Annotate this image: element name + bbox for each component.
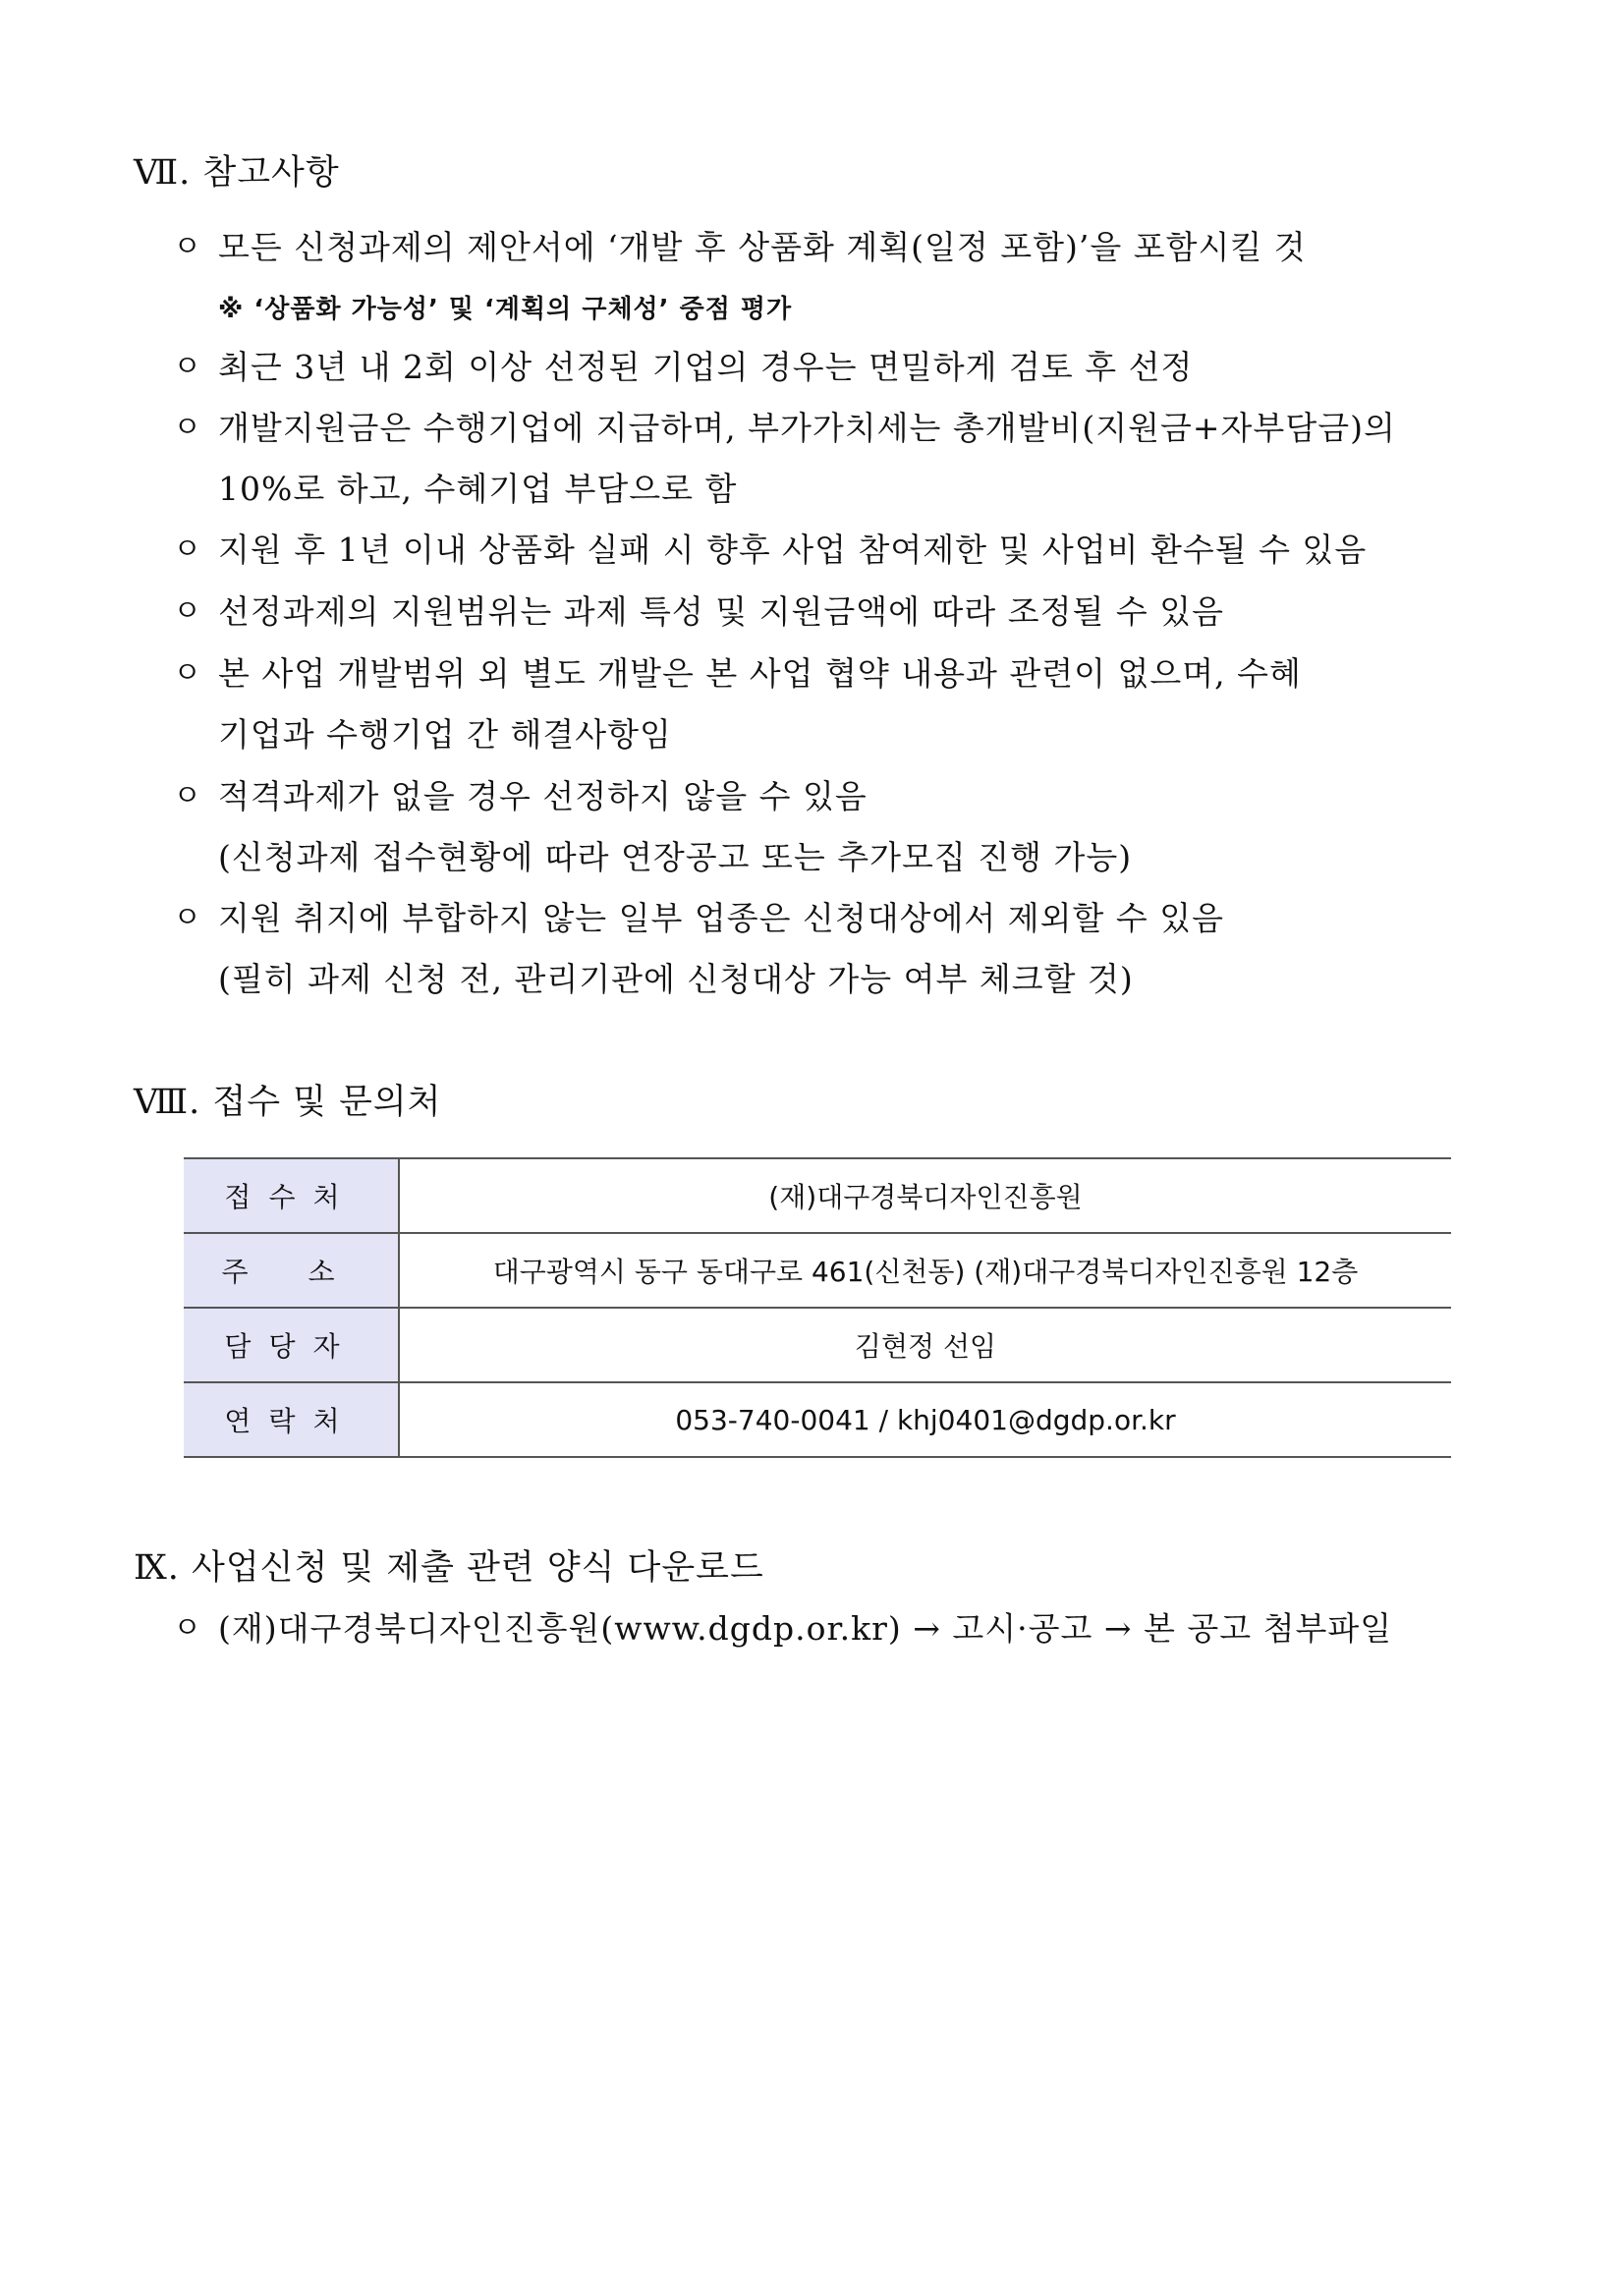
list-item-text: 개발지원금은 수행기업에 지급하며, 부가가치세는 총개발비(지원금+자부담금)의: [218, 409, 1396, 447]
section-title-download: Ⅸ. 사업신청 및 제출 관련 양식 다운로드: [134, 1548, 764, 1588]
list-item-text: 지원 취지에 부합하지 않는 일부 업종은 신청대상에서 제외할 수 있음: [218, 899, 1224, 937]
list-item-text: 선정과제의 지원범위는 과제 특성 및 지원금액에 따라 조정될 수 있음: [218, 592, 1224, 631]
list-item-text: 모든 신청과제의 제안서에 ‘개발 후 상품화 계획(일정 포함)’을 포함시킬 것: [218, 228, 1307, 266]
table-row: [184, 1158, 1451, 1233]
list-item-continuation: 기업과 수행기업 간 해결사항임: [218, 715, 672, 754]
section-title-contact: Ⅷ. 접수 및 문의처: [134, 1083, 442, 1122]
section-title-references: Ⅶ. 참고사항: [134, 153, 340, 193]
list-item-text: 최근 3년 내 2회 이상 선정된 기업의 경우는 면밀하게 검토 후 선정: [218, 348, 1194, 386]
table-label-cell: 연락처: [184, 1382, 399, 1457]
contact-table: [184, 1157, 1451, 1458]
bullet-icon: ㅇ: [173, 901, 202, 935]
bullet-icon: ㅇ: [173, 230, 202, 264]
table-value-cell: 053-740-0041 / khj0401@dgdp.or.kr: [399, 1382, 1451, 1457]
table-value-cell: 김현정 선임: [399, 1308, 1451, 1382]
evaluation-note: ※ ‘상품화 가능성’ 및 ‘계획의 구체성’ 중점 평가: [218, 295, 793, 324]
list-item-text: (재)대구경북디자인진흥원(www.dgdp.or.kr) → 고시·공고 → 본 공고 첨부파일: [218, 1609, 1393, 1648]
bullet-icon: ㅇ: [173, 1611, 202, 1646]
list-item-text: 적격과제가 없을 경우 선정하지 않을 수 있음: [218, 777, 868, 815]
table-label-cell: 접수처: [184, 1158, 399, 1233]
table-label-cell: 담당자: [184, 1308, 399, 1382]
table-value-cell: 대구광역시 동구 동대구로 461(신천동) (재)대구경북디자인진흥원 12층: [399, 1233, 1451, 1308]
bullet-icon: ㅇ: [173, 532, 202, 567]
list-item-text: 지원 후 1년 이내 상품화 실패 시 향후 사업 참여제한 및 사업비 환수될 수 있음: [218, 531, 1368, 569]
bullet-icon: ㅇ: [173, 411, 202, 445]
bullet-icon: ㅇ: [173, 350, 202, 384]
list-item-continuation: (신청과제 접수현황에 따라 연장공고 또는 추가모집 진행 가능): [218, 838, 1133, 876]
table-row: [184, 1382, 1451, 1457]
bullet-icon: ㅇ: [173, 594, 202, 629]
bullet-icon: ㅇ: [173, 656, 202, 691]
table-row: [184, 1233, 1451, 1308]
bullet-icon: ㅇ: [173, 779, 202, 813]
table-value-cell: (재)대구경북디자인진흥원: [399, 1158, 1451, 1233]
list-item-continuation: 10%로 하고, 수혜기업 부담으로 함: [218, 470, 738, 508]
list-item-continuation: (필히 과제 신청 전, 관리기관에 신청대상 가능 여부 체크할 것): [218, 960, 1134, 998]
list-item-text: 본 사업 개발범위 외 별도 개발은 본 사업 협약 내용과 관련이 없으며, 수혜: [218, 654, 1302, 693]
table-label-cell: 주 소: [184, 1233, 399, 1308]
table-row: [184, 1308, 1451, 1382]
